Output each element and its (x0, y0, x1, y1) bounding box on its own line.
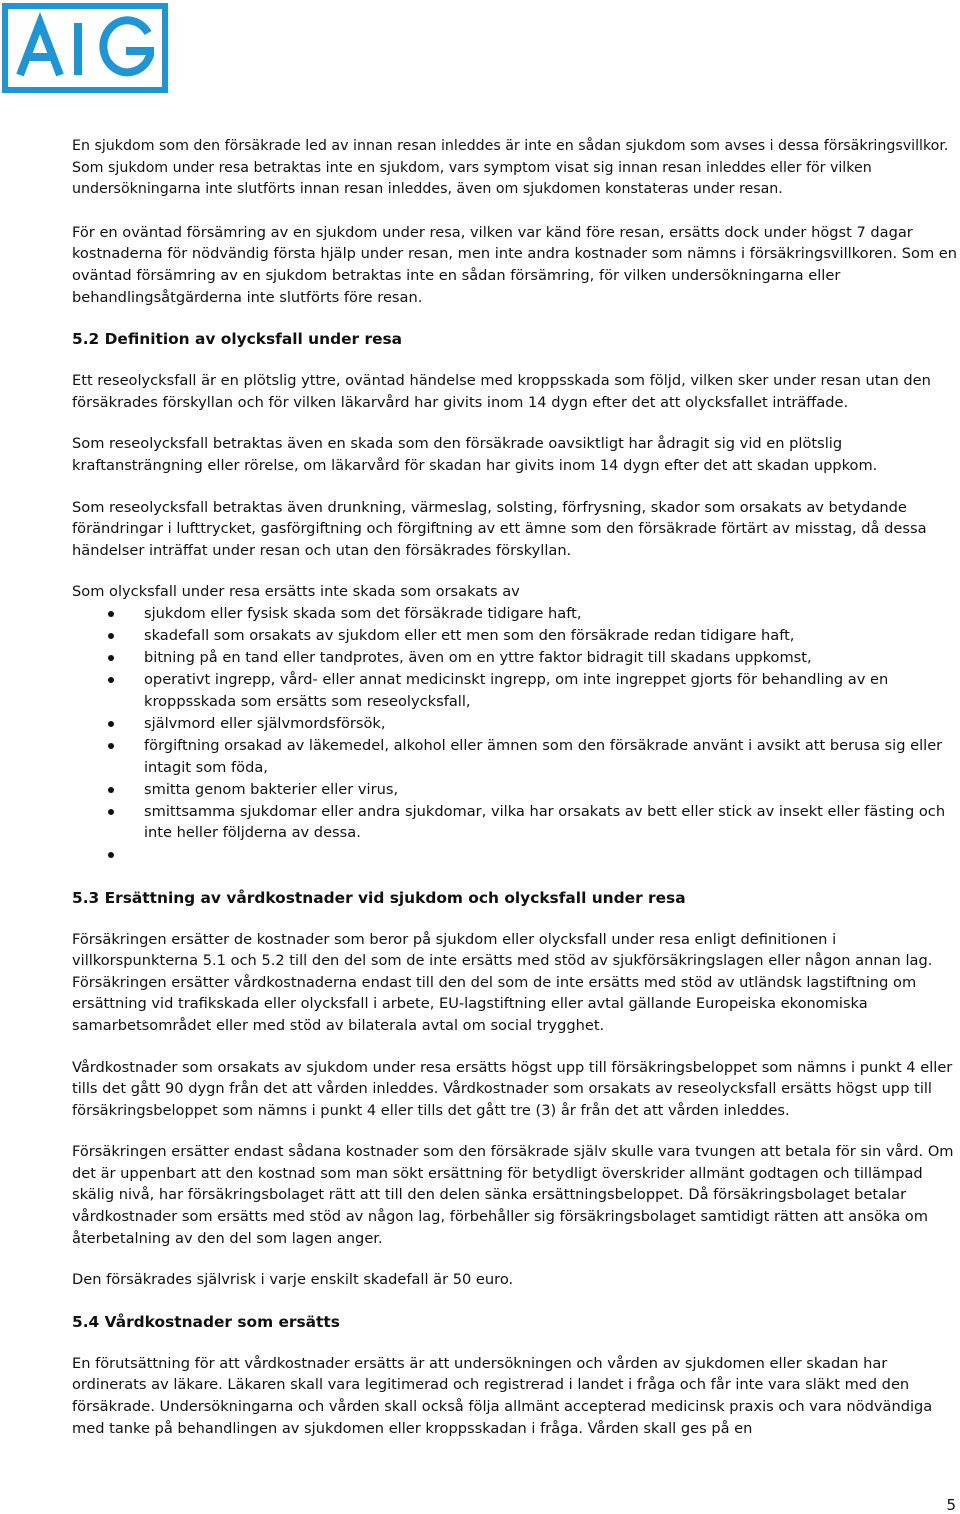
heading-5-3: 5.3 Ersättning av vårdkostnader vid sjukdom och olycksfall under resa (72, 888, 686, 907)
list-item: sjukdom eller fysisk skada som det försäkrade tidigare haft, (72, 603, 960, 625)
paragraph-drowning-etc: Som reseolycksfall betraktas även drunkning, värmeslag, solsting, förfrysning, skador som orsakats av betydande förändringar i lufttrycket, gasförgiftning och förgiftning av ett ämne som den försäkrade förtärt av misstag, då dessa händelser inträffat under resan och utan den försäkrades förskyllan. (72, 498, 927, 559)
list-item: självmord eller självmordsförsök, (72, 713, 960, 735)
page-number: 5 (946, 1496, 956, 1514)
exclusions-list (72, 603, 960, 866)
list-item-empty (72, 844, 960, 866)
list-item: skadefall som orsakats av sjukdom eller ett men som den försäkrade redan tidigare haft, (72, 625, 960, 647)
paragraph-compensation-scope: Försäkringen ersätter de kostnader som beror på sjukdom eller olycksfall under resa enligt definitionen i villkorspunkterna 5.1 och 5.2 till den del som de inte ersätts med stöd av sjukförsäkringslagen eller någon annan lag. Försäkringen ersätter vårdkostnaderna endast till den del som de inte ersätts med stöd av utländsk lagstiftning om ersättning vid trafikskada eller olycksfall i arbete, EU-lagstiftning eller avtal gällande Europeiska ekonomiska samarbetsområdet eller med stöd av bilaterala avtal om social trygghet. (72, 930, 933, 1034)
paragraph-accident-definition: Ett reseolycksfall är en plötslig yttre, oväntad händelse med kroppsskada som följd, vilken sker under resan utan den försäkrades förskyllan och för vilken läkarvård har givits inom 14 dygn efter det att olycksfallet inträffade. (72, 372, 931, 411)
list-item: smittsamma sjukdomar eller andra sjukdomar, vilka har orsakats av bett eller stick av insekt eller fästing och inte heller följderna av dessa. (72, 801, 960, 844)
paragraph-deductible: Den försäkrades självrisk i varje enskilt skadefall är 50 euro. (72, 1271, 514, 1289)
heading-5-4: 5.4 Vårdkostnader som ersätts (72, 1312, 340, 1331)
paragraph-illness-before-trip: En sjukdom som den försäkrade led av innan resan inleddes är inte en sådan sjukdom som avses i dessa försäkringsvillkor. Som sjukdom under resa betraktas inte en sjukdom, vars symptom visat sig innan resan inleddes eller för vilken undersökningarna inte slutförts innan resan inleddes, även om sjukdomen konstateras under resan. (72, 138, 949, 198)
paragraph-covered-costs: En förutsättning för att vårdkostnader ersätts är att undersökningen och vården av sjukdomen eller skadan har ordinerats av läkare. Läkaren skall vara legitimerad och registrerad i landet i fråga och får inte vara släkt med den försäkrade. Undersökningarna och vården skall också följa allmänt accepterad medicinsk praxis och vara nödvändiga med tanke på behandlingen av sjukdomen eller kroppsskadan i fråga. Vården skall ges på en (72, 1354, 933, 1437)
aig-logo (2, 3, 168, 93)
list-item: förgiftning orsakad av läkemedel, alkohol eller ämnen som den försäkrade använt i avsikt att berusa sig eller intagit som föda, (72, 735, 960, 778)
list-item: operativt ingrepp, vård- eller annat medicinskt ingrepp, om inte ingreppet gjorts för behandling av en kroppsskada som ersätts som reseolycksfall, (72, 669, 960, 712)
paragraph-unexpected-worsening: För en oväntad försämring av en sjukdom under resa, vilken var känd före resan, ersätts dock under högst 7 dagar kostnaderna för nödvändig första hjälp under resan, men inte andra kostnader som nämns i försäkringsvillkoren. Som en oväntad försämring av en sjukdom betraktas inte en sådan försämring, för vilken undersökningarna eller behandlingsåtgärderna inte slutförts före resan. (72, 223, 958, 306)
aig-logo-mark (8, 9, 162, 87)
paragraph-compensation-limits: Vårdkostnader som orsakats av sjukdom under resa ersätts högst upp till försäkringsbeloppet som nämns i punkt 4 eller tills det gått 90 dygn från det att vården inleddes. Vårdkostnader som orsakats av reseolycksfall ersätts högst upp till försäkringsbeloppet som nämns i punkt 4 eller tills det gått tre (3) år från det att vården inleddes. (72, 1058, 953, 1119)
document-body (72, 136, 960, 1439)
paragraph-sudden-exertion: Som reseolycksfall betraktas även en skada som den försäkrade oavsiktligt har ådragit sig vid en plötslig kraftansträngning eller rörelse, om läkarvård för skadan har givits inom 14 dygn efter det att skadan uppkom. (72, 435, 878, 474)
list-item: bitning på en tand eller tandprotes, även om en yttre faktor bidragit till skadans uppkomst, (72, 647, 960, 669)
paragraph-exclusions-intro: Som olycksfall under resa ersätts inte skada som orsakats av (72, 583, 520, 601)
paragraph-reasonable-costs: Försäkringen ersätter endast sådana kostnader som den försäkrade själv skulle vara tvungen att betala för sin vård. Om det är uppenbart att den kostnad som man sökt ersättning för betydligt överskrider allmänt godtagen och tillämpad skälig nivå, har försäkringsbolaget rätt att till den delen sänka ersättningsbeloppet. Då försäkringsbolaget betalar vårdkostnader som ersätts med stöd av någon lag, förbehåller sig försäkringsbolaget samtidigt rätten att ansöka om återbetalning av den del som lagen anger. (72, 1143, 954, 1247)
heading-5-2: 5.2 Definition av olycksfall under resa (72, 330, 403, 349)
list-item: smitta genom bakterier eller virus, (72, 779, 960, 801)
